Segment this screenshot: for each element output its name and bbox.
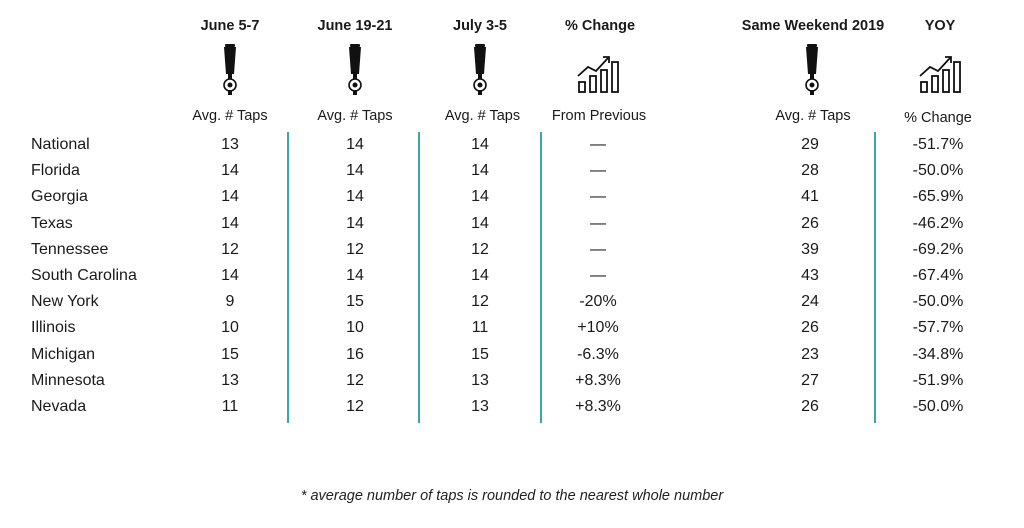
cell-july-3-5: 13 [471, 398, 489, 415]
state-name: Illinois [31, 319, 76, 337]
state-name: Florida [31, 162, 80, 180]
cell-yoy: -67.4% [912, 267, 964, 284]
cell-percent-change: — [590, 240, 606, 258]
cell-june-5-7: 9 [225, 293, 235, 311]
cell-june-5-7: 13 [221, 371, 239, 389]
cell-june-19-21: 12 [346, 371, 364, 389]
subheader-from-previous: From Previous [551, 108, 647, 124]
subheader-avg-taps: Avg. # Taps [317, 108, 393, 124]
cell-july-3-5: 14 [471, 267, 489, 284]
table-row [0, 265, 1024, 291]
cell-same-weekend-2019: 28 [801, 162, 819, 180]
cell-june-5-7: 15 [221, 345, 239, 363]
header-july-3-5: July 3-5 [453, 18, 507, 34]
cell-percent-change: +8.3% [575, 398, 621, 415]
cell-july-3-5: 14 [471, 162, 489, 180]
table-row [0, 160, 1024, 186]
cell-same-weekend-2019: 23 [801, 345, 819, 363]
state-name: Minnesota [31, 371, 105, 389]
cell-percent-change: +8.3% [575, 371, 621, 389]
subheader-avg-taps: Avg. # Taps [775, 108, 851, 124]
cell-june-19-21: 16 [346, 345, 364, 363]
state-name: National [31, 136, 90, 153]
cell-july-3-5: 14 [471, 188, 489, 206]
cell-yoy: -65.9% [912, 188, 964, 206]
cell-june-19-21: 12 [346, 240, 364, 258]
state-name: Texas [31, 214, 73, 232]
cell-yoy: -69.2% [912, 240, 964, 258]
cell-yoy: -46.2% [912, 214, 964, 232]
beer-tap-icon [801, 44, 823, 96]
table-row [0, 239, 1024, 265]
state-name: Tennessee [31, 240, 109, 258]
cell-yoy: -50.0% [912, 398, 964, 415]
cell-same-weekend-2019: 24 [801, 293, 819, 311]
header-percent-change: % Change [564, 18, 636, 34]
table-row [0, 186, 1024, 212]
cell-july-3-5: 14 [471, 136, 489, 153]
footnote: * average number of taps is rounded to the nearest whole number [300, 488, 724, 504]
cell-same-weekend-2019: 27 [801, 371, 819, 389]
growth-chart-icon [918, 52, 962, 94]
cell-percent-change: — [590, 136, 606, 153]
header-june-5-7: June 5-7 [200, 18, 260, 34]
subheader-percent-change: % Change [904, 110, 972, 126]
subheader-avg-taps: Avg. # Taps [444, 108, 521, 124]
cell-july-3-5: 11 [471, 319, 489, 337]
cell-june-19-21: 14 [346, 162, 364, 180]
cell-same-weekend-2019: 26 [801, 214, 819, 232]
growth-chart-icon [576, 52, 620, 94]
cell-july-3-5: 15 [471, 345, 489, 363]
cell-percent-change: +10% [577, 319, 619, 337]
table-row [0, 317, 1024, 343]
cell-june-19-21: 14 [346, 214, 364, 232]
cell-july-3-5: 12 [471, 240, 489, 258]
table-row [0, 134, 1024, 160]
cell-percent-change: -6.3% [577, 345, 619, 363]
cell-same-weekend-2019: 26 [801, 398, 819, 415]
table-row [0, 213, 1024, 239]
beer-tap-icon [219, 44, 241, 96]
beer-tap-icon [344, 44, 366, 96]
cell-percent-change: — [590, 267, 606, 284]
cell-yoy: -50.0% [912, 162, 964, 180]
cell-june-19-21: 12 [346, 398, 364, 415]
subheader-avg-taps: Avg. # Taps [192, 108, 268, 124]
cell-june-5-7: 13 [221, 136, 239, 153]
cell-june-19-21: 10 [346, 319, 364, 337]
state-name: South Carolina [31, 267, 137, 284]
cell-same-weekend-2019: 41 [801, 188, 819, 206]
cell-june-19-21: 15 [346, 293, 364, 311]
cell-june-19-21: 14 [346, 188, 364, 206]
cell-yoy: -51.7% [912, 136, 964, 153]
table-row [0, 370, 1024, 396]
cell-june-5-7: 12 [221, 240, 239, 258]
cell-same-weekend-2019: 43 [801, 267, 819, 284]
cell-june-19-21: 14 [346, 136, 364, 153]
table-row [0, 396, 1024, 422]
cell-june-5-7: 10 [221, 319, 239, 337]
cell-percent-change: -20% [579, 293, 617, 311]
cell-july-3-5: 12 [471, 293, 489, 311]
header-same-weekend-2019: Same Weekend 2019 [741, 18, 885, 34]
cell-july-3-5: 14 [471, 214, 489, 232]
cell-percent-change: — [590, 214, 606, 232]
cell-same-weekend-2019: 26 [801, 319, 819, 337]
state-name: Georgia [31, 188, 88, 206]
cell-same-weekend-2019: 29 [801, 136, 819, 153]
cell-june-5-7: 14 [221, 188, 239, 206]
cell-july-3-5: 13 [471, 371, 489, 389]
cell-same-weekend-2019: 39 [801, 240, 819, 258]
table-row [0, 291, 1024, 317]
state-name: Nevada [31, 398, 87, 415]
cell-june-5-7: 14 [221, 214, 239, 232]
state-name: New York [31, 293, 99, 311]
table-row [0, 344, 1024, 370]
cell-june-5-7: 14 [221, 162, 239, 180]
beer-tap-icon [469, 44, 491, 96]
cell-june-5-7: 11 [221, 398, 239, 415]
cell-june-5-7: 14 [221, 267, 239, 284]
header-yoy: YOY [924, 18, 956, 34]
cell-percent-change: — [590, 162, 606, 180]
cell-june-19-21: 14 [346, 267, 364, 284]
cell-yoy: -34.8% [912, 345, 964, 363]
cell-yoy: -50.0% [912, 293, 964, 311]
state-name: Michigan [31, 345, 96, 363]
header-june-19-21: June 19-21 [317, 18, 393, 34]
cell-yoy: -57.7% [912, 319, 964, 337]
cell-percent-change: — [590, 188, 606, 206]
cell-yoy: -51.9% [912, 371, 964, 389]
